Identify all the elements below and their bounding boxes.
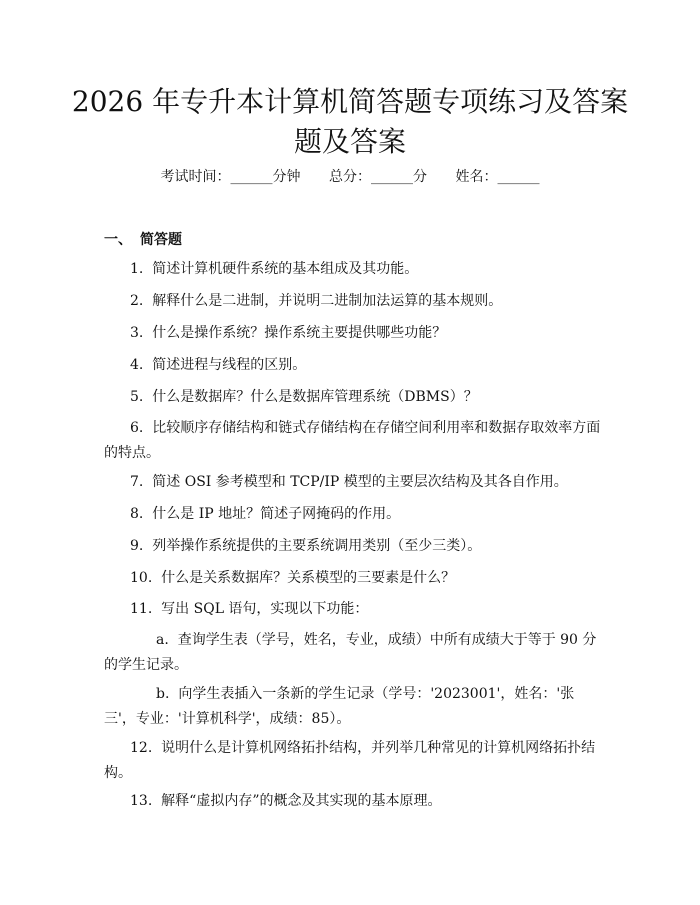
question-number: 5.: [130, 389, 144, 405]
section-heading: [104, 229, 182, 249]
question-text: 什么是关系数据库？关系模型的三要素是什么？: [161, 570, 456, 586]
question-4: [104, 353, 604, 378]
question-number: 3.: [130, 325, 144, 341]
question-text: 解释什么是二进制，并说明二进制加法运算的基本规则。: [152, 293, 503, 309]
question-11: [104, 597, 604, 622]
question-7: [104, 470, 604, 495]
student-name: 姓名：______: [455, 169, 540, 185]
question-number: 7.: [130, 474, 144, 490]
question-6: [104, 416, 604, 466]
question-number: 2.: [130, 293, 144, 309]
question-3: [104, 321, 604, 346]
question-number: 11.: [130, 601, 153, 617]
question-number: 10.: [130, 570, 153, 586]
exam-info: [0, 166, 700, 186]
question-text: 查询学生表（学号，姓名，专业，成绩）中所有成绩大于等于 90 分的学生记录。: [104, 632, 597, 673]
section-number: 一、: [104, 232, 132, 248]
question-text: 简述 OSI 参考模型和 TCP/IP 模型的主要层次结构及其各自作用。: [152, 474, 568, 490]
question-10: [104, 566, 604, 591]
question-text: 什么是操作系统？操作系统主要提供哪些功能？: [152, 325, 447, 341]
question-number: 1.: [130, 261, 144, 277]
question-number: b.: [156, 686, 170, 702]
question-text: 解释“虚拟内存”的概念及其实现的基本原理。: [161, 793, 442, 809]
question-1: [104, 257, 604, 282]
title-line-1: 2026 年专升本计算机简答题专项练习及答案: [71, 85, 629, 118]
exam-time: 考试时间：______分钟: [160, 169, 301, 185]
question-13: [104, 789, 604, 814]
question-text: 列举操作系统提供的主要系统调用类别（至少三类）。: [152, 538, 482, 554]
question-text: 向学生表插入一条新的学生记录（学号：'2023001'，姓名：'张三'，专业：'计算机科学'，成绩：85）。: [104, 686, 575, 727]
question-text: 简述计算机硬件系统的基本组成及其功能。: [152, 261, 419, 277]
question-text: 什么是数据库？什么是数据库管理系统（DBMS）？: [152, 389, 478, 405]
question-text: 说明什么是计算机网络拓扑结构，并列举几种常见的计算机网络拓扑结构。: [104, 740, 596, 781]
question-number: 13.: [130, 793, 153, 809]
section-title: 简答题: [140, 232, 182, 248]
question-11a: [104, 628, 604, 678]
document-title: [60, 82, 640, 162]
question-number: 6.: [130, 420, 144, 436]
question-5: [104, 385, 604, 410]
question-number: 9.: [130, 538, 144, 554]
title-line-2: 题及答案: [293, 125, 406, 158]
question-number: 8.: [130, 506, 144, 522]
question-11b: [104, 682, 604, 732]
question-number: 4.: [130, 357, 144, 373]
question-2: [104, 289, 604, 314]
question-text: 什么是 IP 地址？简述子网掩码的作用。: [152, 506, 401, 522]
question-number: a.: [156, 632, 169, 648]
question-8: [104, 502, 604, 527]
total-score: 总分：______分: [329, 169, 427, 185]
question-12: [104, 736, 604, 786]
question-text: 简述进程与线程的区别。: [152, 357, 307, 373]
question-text: 写出 SQL 语句，实现以下功能：: [161, 601, 369, 617]
question-9: [104, 534, 604, 559]
question-number: 12.: [130, 740, 153, 756]
question-text: 比较顺序存储结构和链式存储结构在存储空间利用率和数据存取效率方面的特点。: [104, 420, 601, 461]
